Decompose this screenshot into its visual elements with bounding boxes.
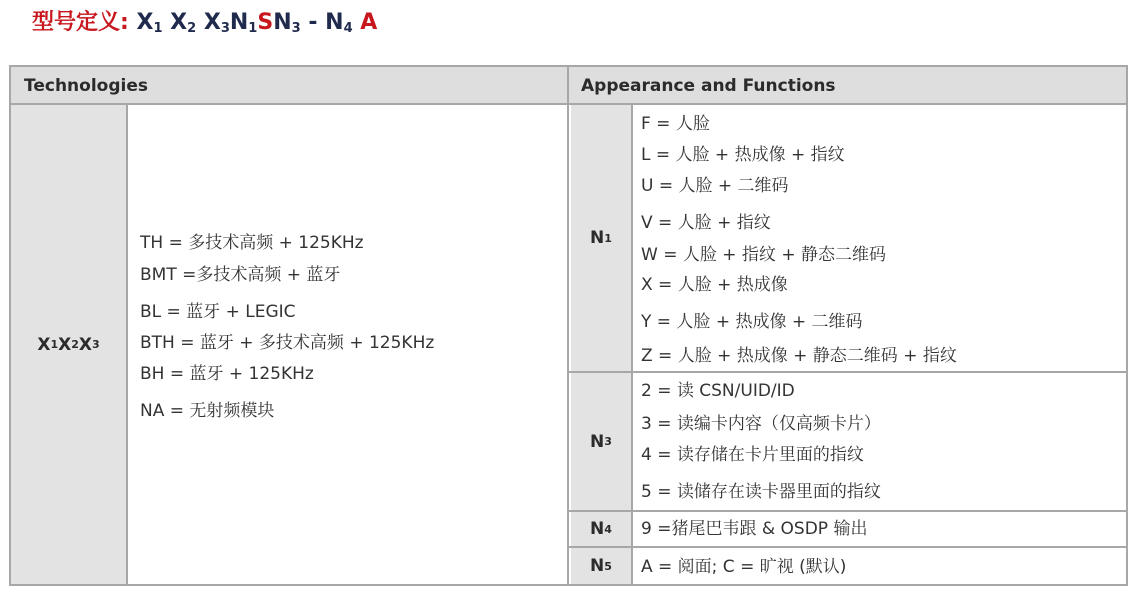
func-label-divider <box>631 105 633 584</box>
n1-option: V = 人脸 + 指纹 <box>641 213 771 233</box>
tech-option: BL = 蓝牙 + LEGIC <box>140 302 296 322</box>
title-label: 型号定义: <box>32 10 129 35</box>
tech-option: NA = 无射频模块 <box>140 401 275 421</box>
n4-divider <box>569 546 1126 548</box>
n3-label-cell: N 3 <box>571 373 631 510</box>
model-code: $X_1$ $X_2$ $X_3N_1SN_3 - N_4$ A <box>136 10 378 36</box>
n5-option: A = 阅面; C = 旷视 (默认) <box>641 557 847 577</box>
n3-option: 3 = 读编卡内容（仅高频卡片） <box>641 414 881 434</box>
column-divider <box>567 67 569 584</box>
n3-divider <box>569 510 1126 512</box>
n1-option: W = 人脸 + 指纹 + 静态二维码 <box>641 245 886 265</box>
header-appearance-functions: Appearance and Functions <box>569 67 1126 103</box>
n1-option: X = 人脸 + 热成像 <box>641 275 788 295</box>
tech-label-divider <box>126 105 128 584</box>
n3-option: 2 = 读 CSN/UID/ID <box>641 381 795 401</box>
n1-option: Y = 人脸 + 热成像 + 二维码 <box>641 312 863 332</box>
technologies-label-cell: X 1 X 2 X 3 <box>11 105 126 584</box>
n3-option: 5 = 读储存在读卡器里面的指纹 <box>641 482 881 502</box>
model-definition-title <box>32 8 377 38</box>
n3-option: 4 = 读存储在卡片里面的指纹 <box>641 445 864 465</box>
n4-label-cell: N 4 <box>571 512 631 546</box>
tech-option: BTH = 蓝牙 + 多技术高频 + 125KHz <box>140 333 435 353</box>
n1-label-cell: N 1 <box>571 105 631 371</box>
model-definition-table <box>9 65 1128 586</box>
n1-option: Z = 人脸 + 热成像 + 静态二维码 + 指纹 <box>641 346 957 366</box>
n4-option: 9 =猪尾巴韦跟 & OSDP 输出 <box>641 519 868 539</box>
n1-option: L = 人脸 + 热成像 + 指纹 <box>641 145 845 165</box>
n1-option: U = 人脸 + 二维码 <box>641 176 789 196</box>
tech-option: BH = 蓝牙 + 125KHz <box>140 364 314 384</box>
tech-option: TH = 多技术高频 + 125KHz <box>140 233 364 253</box>
tech-option: BMT =多技术高频 + 蓝牙 <box>140 265 341 285</box>
n1-option: F = 人脸 <box>641 114 710 134</box>
header-technologies: Technologies <box>11 67 569 103</box>
n5-label-cell: N 5 <box>571 548 631 584</box>
n1-divider <box>569 371 1126 373</box>
